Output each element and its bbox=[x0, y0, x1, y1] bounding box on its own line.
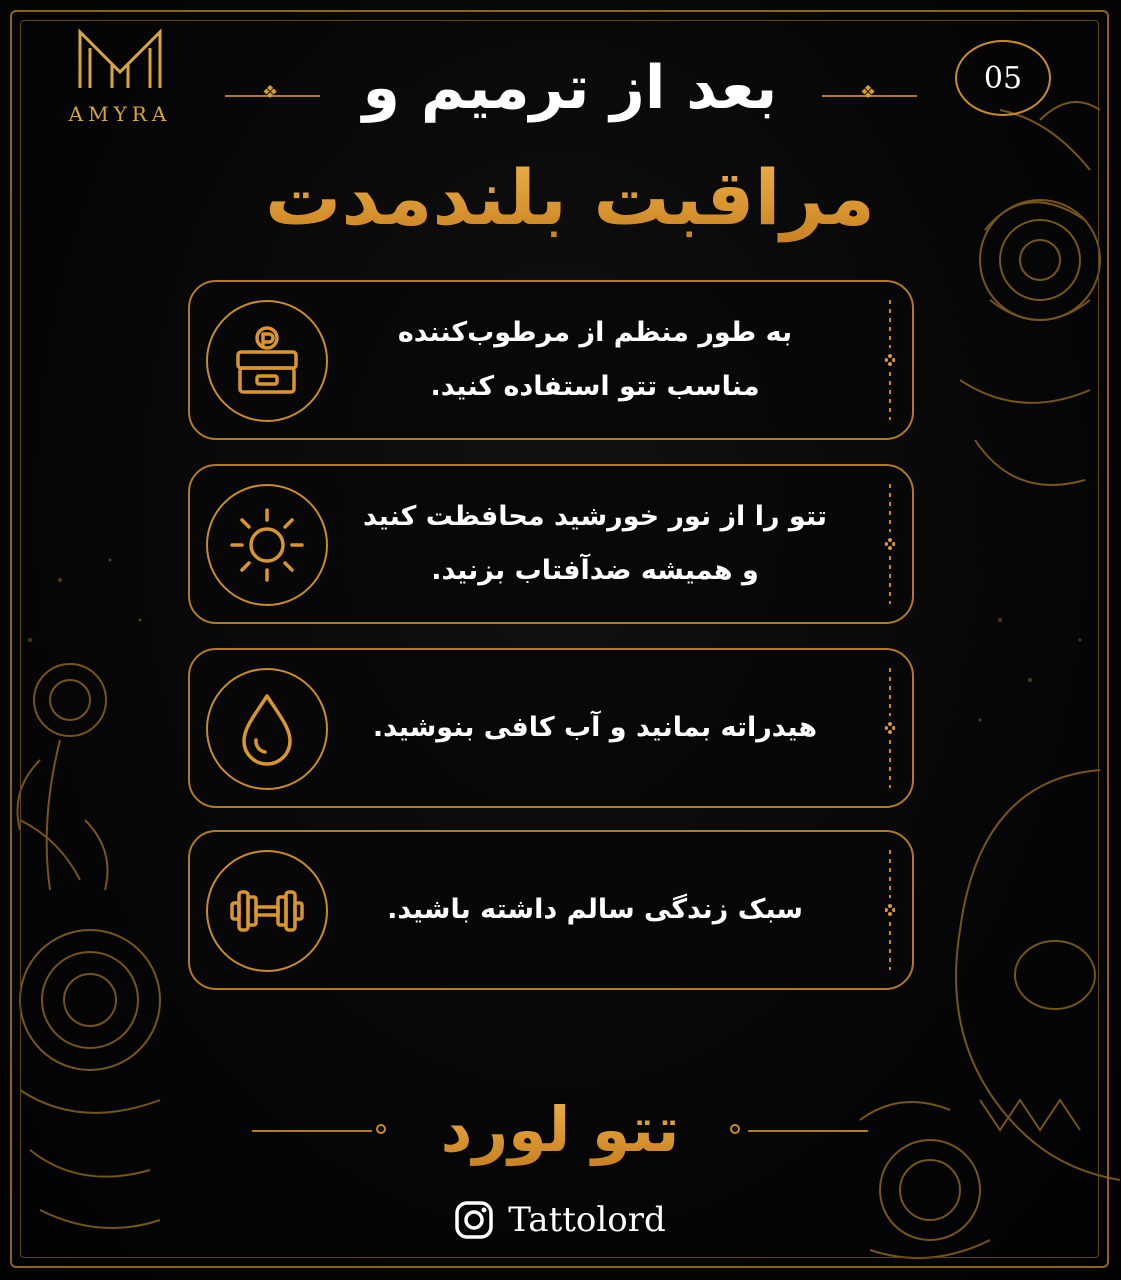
instagram-handle[interactable] bbox=[440, 1193, 680, 1247]
icon-circle bbox=[206, 484, 328, 606]
care-tip-text: سبک زندگی سالم داشته باشید. bbox=[387, 894, 803, 925]
card-divider-ornament bbox=[885, 300, 895, 420]
care-tip-text: تتو را از نور خورشید محافظت کنید و همیشه ضدآفتاب بزنید. bbox=[362, 501, 827, 586]
sun-icon bbox=[226, 504, 308, 586]
icon-circle bbox=[206, 300, 328, 422]
page-number-badge: 05 bbox=[955, 40, 1051, 116]
title-line-2: مراقبت بلندمدت bbox=[230, 148, 910, 248]
footer-rule-left bbox=[252, 1130, 372, 1132]
card-divider-ornament bbox=[885, 668, 895, 788]
footer-rule-right bbox=[748, 1130, 868, 1132]
card-divider-ornament bbox=[885, 850, 895, 970]
care-tip-card bbox=[188, 830, 914, 990]
instagram-handle-text: Tattolord bbox=[508, 1200, 666, 1240]
dumbbell-icon bbox=[226, 870, 308, 952]
care-tip-card bbox=[188, 464, 914, 624]
instagram-icon bbox=[454, 1200, 494, 1240]
title-line-1: بعد از ترمیم و bbox=[362, 53, 778, 123]
cream-jar-icon bbox=[226, 320, 308, 402]
logo-text: AMYRA bbox=[68, 102, 172, 126]
care-tip-text: به طور منظم از مرطوب‌کننده مناسب تتو استفاده کنید. bbox=[397, 317, 793, 402]
care-tip-card bbox=[188, 648, 914, 808]
care-tip-text: هیدراته بمانید و آب کافی بنوشید. bbox=[372, 712, 818, 743]
title-ornament-left: ❖ bbox=[262, 82, 279, 103]
care-tip-card bbox=[188, 280, 914, 440]
footer-brand-name: تتو لورد bbox=[400, 1090, 720, 1170]
water-drop-icon bbox=[226, 688, 308, 770]
brand-logo bbox=[60, 28, 180, 138]
title-ornament-right: ❖ bbox=[860, 82, 877, 103]
logo-monogram-icon bbox=[72, 28, 168, 90]
icon-circle bbox=[206, 668, 328, 790]
card-divider-ornament bbox=[885, 484, 895, 604]
icon-circle bbox=[206, 850, 328, 972]
